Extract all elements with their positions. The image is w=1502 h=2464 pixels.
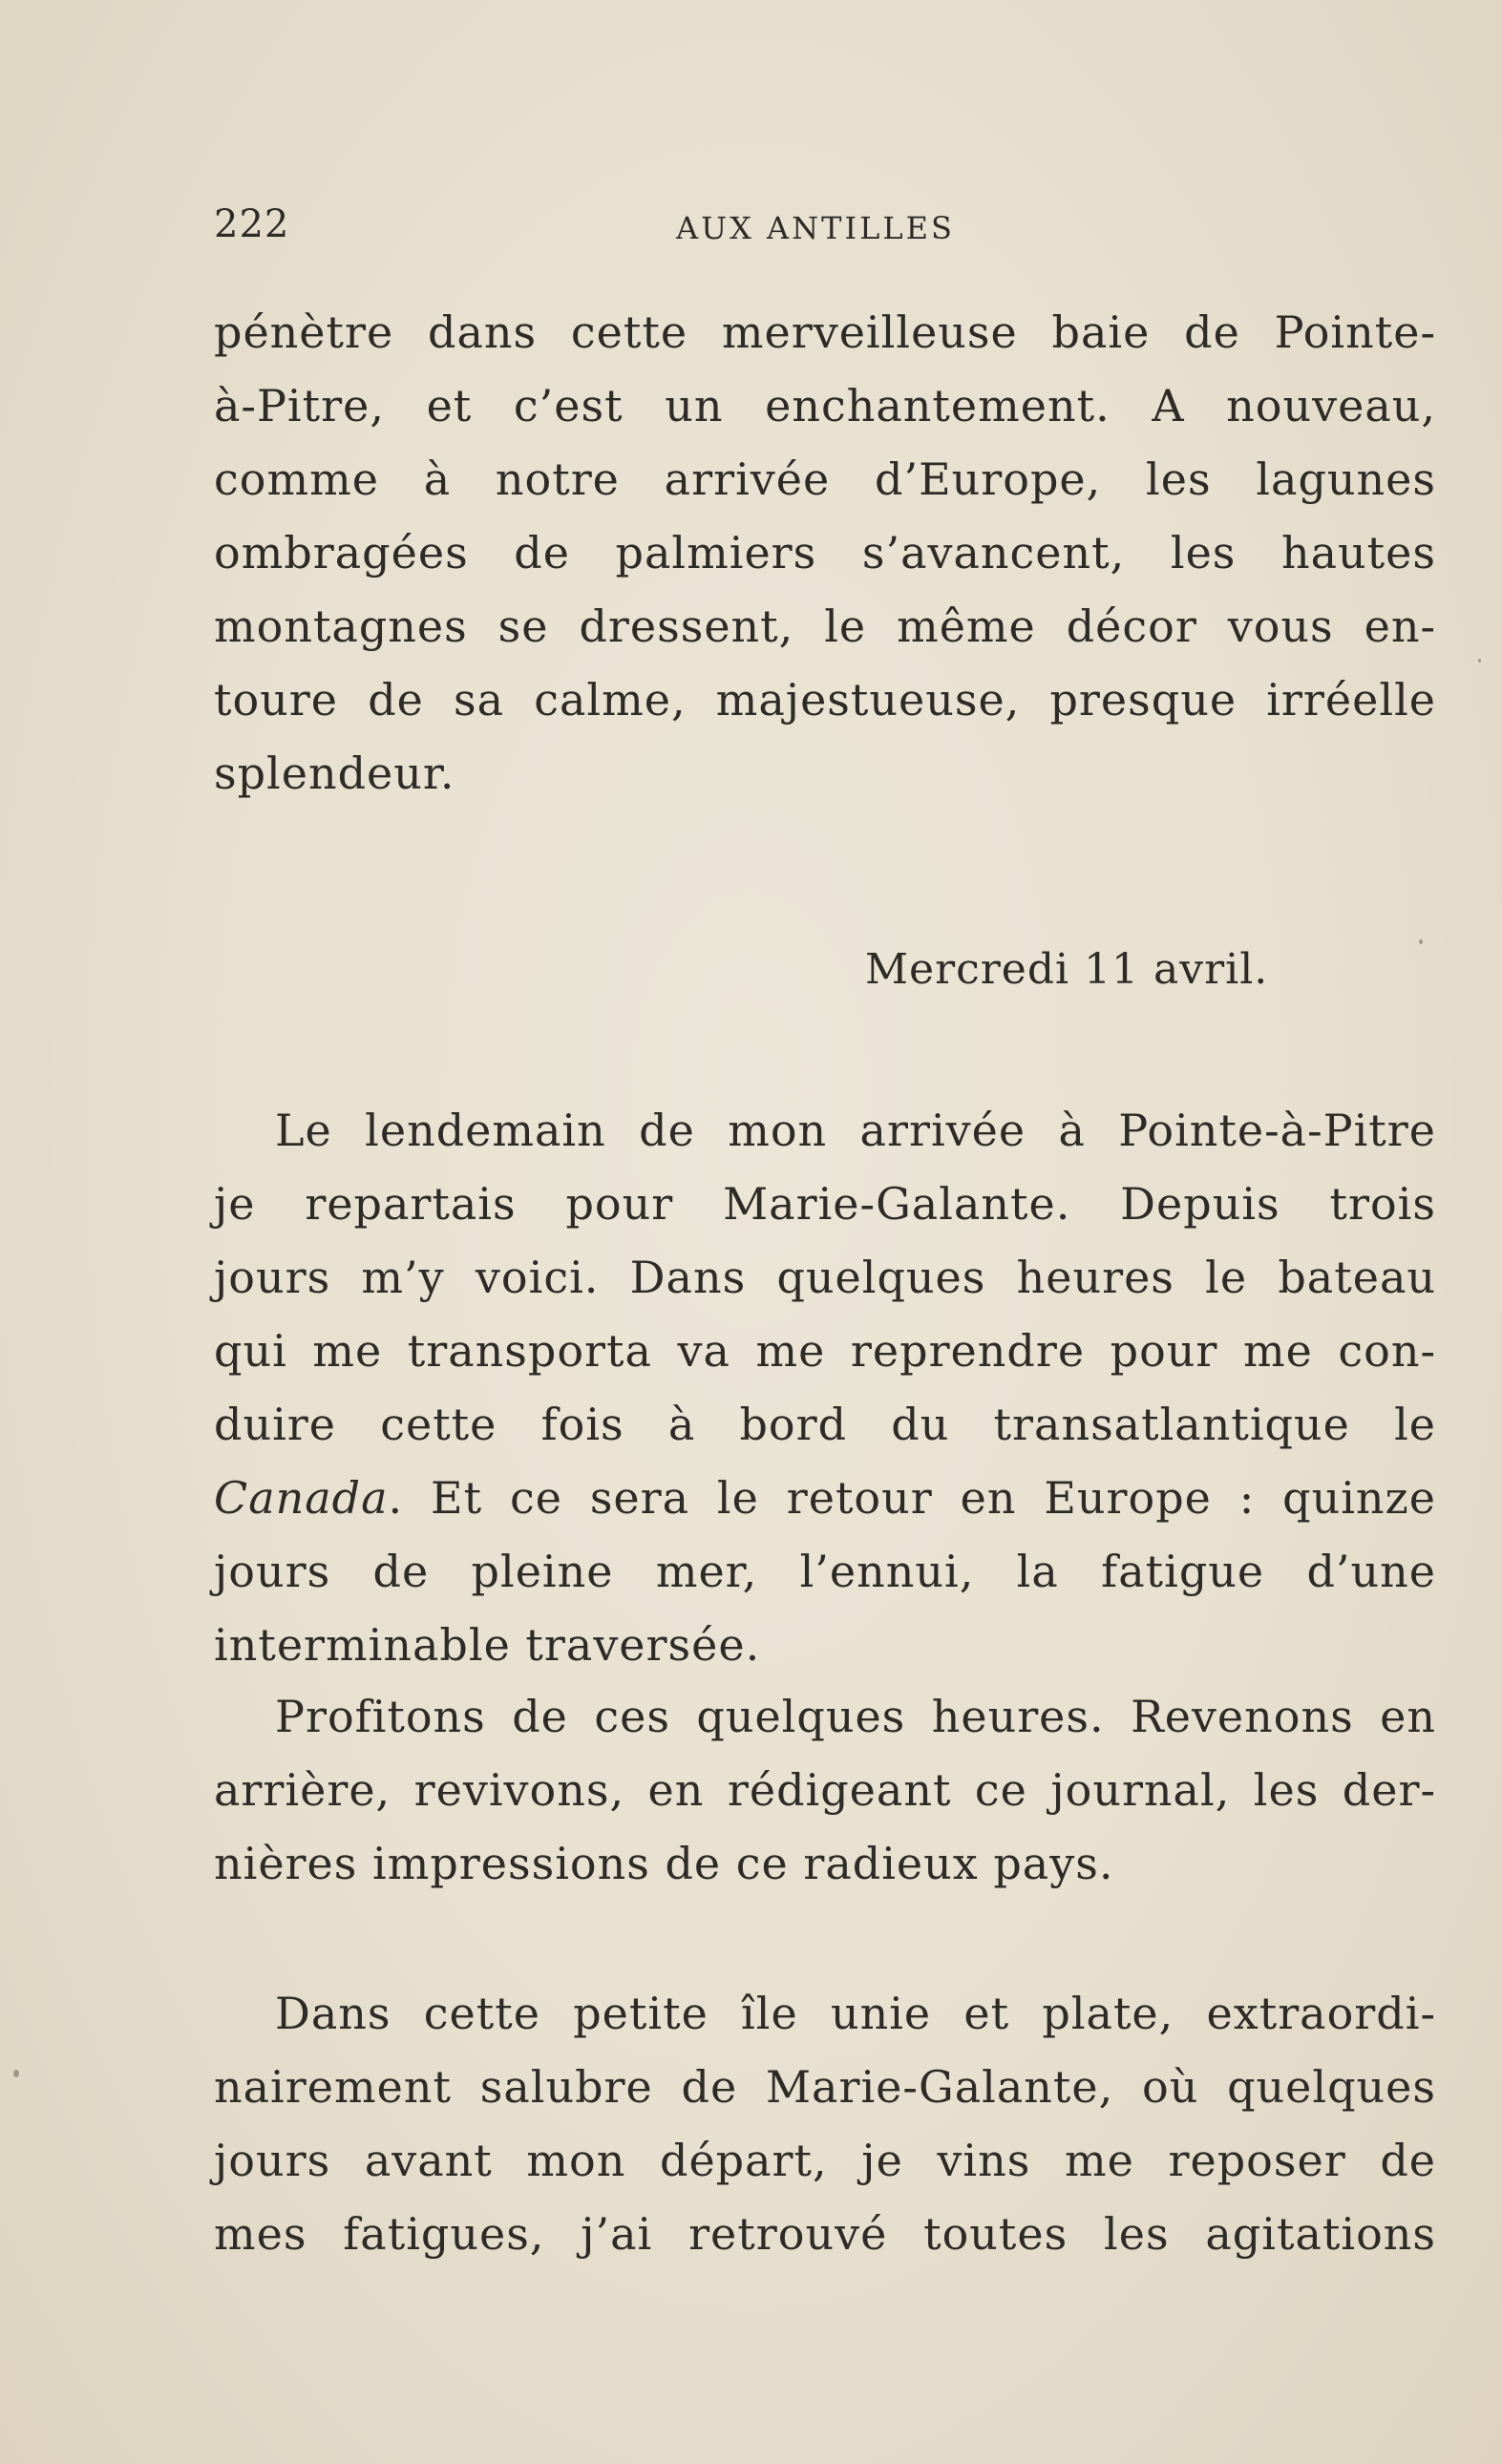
paragraph-4 — [214, 1977, 1436, 2271]
text-line: duire cette fois à bord du transatlantique le — [214, 1399, 1436, 1450]
text-line: jours avant mon départ, je vins me reposer de — [214, 2135, 1436, 2186]
paper-speck — [1419, 939, 1423, 944]
text-line: montagnes se dressent, le même décor vous en- — [214, 600, 1436, 652]
text-line: qui me transporta va me reprendre pour me con- — [214, 1325, 1436, 1377]
page-number: 222 — [214, 202, 290, 246]
text-line: Profitons de ces quelques heures. Revenons en — [275, 1691, 1436, 1742]
text-line: nières impressions de ce radieux pays. — [214, 1838, 1114, 1889]
text-line: Dans cette petite île unie et plate, extraordi- — [275, 1988, 1436, 2039]
text-line: comme à notre arrivée d’Europe, les lagunes — [214, 453, 1436, 505]
text-line: Le lendemain de mon arrivée à Pointe-à-Pitre — [275, 1105, 1436, 1156]
running-head — [214, 202, 1436, 260]
text-line — [214, 1462, 1436, 1535]
text-line: jours de pleine mer, l’ennui, la fatigue d’une — [214, 1546, 1436, 1597]
text-line: jours m’y voici. Dans quelques heures le bateau — [214, 1252, 1436, 1303]
paragraph-2 — [214, 1094, 1436, 1682]
paper-speck — [13, 2070, 19, 2077]
text-line: pénètre dans cette merveilleuse baie de Pointe- — [214, 306, 1436, 358]
text-line: ombragées de palmiers s’avancent, les hautes — [214, 527, 1436, 579]
paragraph-1 — [214, 296, 1436, 811]
date-heading: Mercredi 11 avril. — [865, 945, 1269, 994]
paper-speck — [1478, 659, 1481, 663]
ship-name: Canada — [214, 1472, 389, 1524]
text-line: interminable traversée. — [214, 1619, 761, 1671]
text-line: je repartais pour Marie-Galante. Depuis trois — [214, 1178, 1436, 1230]
text-line: arrière, revivons, en rédigeant ce journal, les der- — [214, 1764, 1436, 1816]
running-title: AUX ANTILLES — [676, 210, 955, 246]
paragraph-3 — [214, 1680, 1436, 1901]
text-line: toure de sa calme, majestueuse, presque irréelle — [214, 674, 1436, 726]
text-line: à-Pitre, et c’est un enchantement. A nouveau, — [214, 380, 1436, 432]
text-line: nairement salubre de Marie-Galante, où quelques — [214, 2061, 1436, 2113]
text-line: mes fatigues, j’ai retrouvé toutes les agitations — [214, 2208, 1436, 2260]
text-line: splendeur. — [214, 748, 455, 799]
text-fragment: . Et ce sera le retour en Europe : quinze — [388, 1472, 1436, 1524]
